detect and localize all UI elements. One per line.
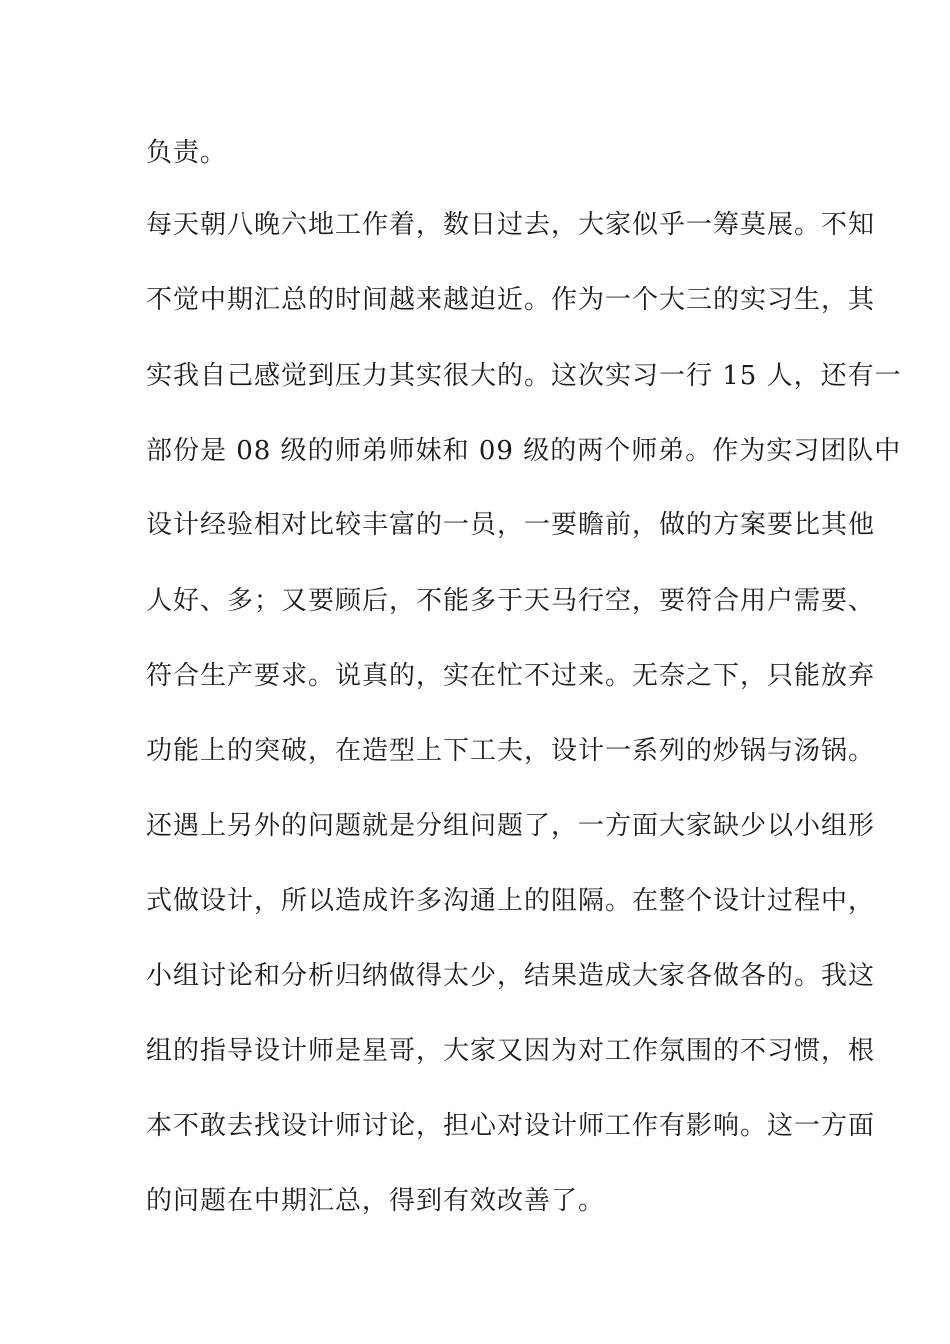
text-line-14: 本不敢去找设计师讨论，担心对设计师工作有影响。这一方面: [146, 1111, 876, 1141]
text-line-15: 的问题在中期汇总，得到有效改善了。: [146, 1186, 606, 1216]
text-line-3: 不觉中期汇总的时间越来越迫近。作为一个大三的实习生，其: [146, 285, 876, 315]
text-line-11: 式做设计，所以造成许多沟通上的阻隔。在整个设计过程中，: [146, 886, 876, 916]
text-line-1: 负责。: [146, 138, 228, 168]
text-line-7: 人好、多；又要顾后，不能多于天马行空，要符合用户需要、: [146, 586, 876, 616]
text-line-13: 组的指导设计师是星哥，大家又因为对工作氛围的不习惯，根: [146, 1036, 876, 1066]
text-line-12: 小组讨论和分析归纳做得太少，结果造成大家各做各的。我这: [146, 961, 876, 991]
text-line-5: 部份是 08 级的师弟师妹和 09 级的两个师弟。作为实习团队中: [146, 436, 902, 466]
text-line-2: 每天朝八晚六地工作着，数日过去，大家似乎一筹莫展。不知: [146, 210, 876, 240]
text-line-9: 功能上的突破，在造型上下工夫，设计一系列的炒锅与汤锅。: [146, 736, 876, 766]
text-line-8: 符合生产要求。说真的，实在忙不过来。无奈之下，只能放弃: [146, 661, 876, 691]
text-line-10: 还遇上另外的问题就是分组问题了，一方面大家缺少以小组形: [146, 811, 876, 841]
text-line-4: 实我自己感觉到压力其实很大的。这次实习一行 15 人，还有一: [146, 361, 902, 391]
text-line-6: 设计经验相对比较丰富的一员，一要瞻前，做的方案要比其他: [146, 510, 876, 540]
